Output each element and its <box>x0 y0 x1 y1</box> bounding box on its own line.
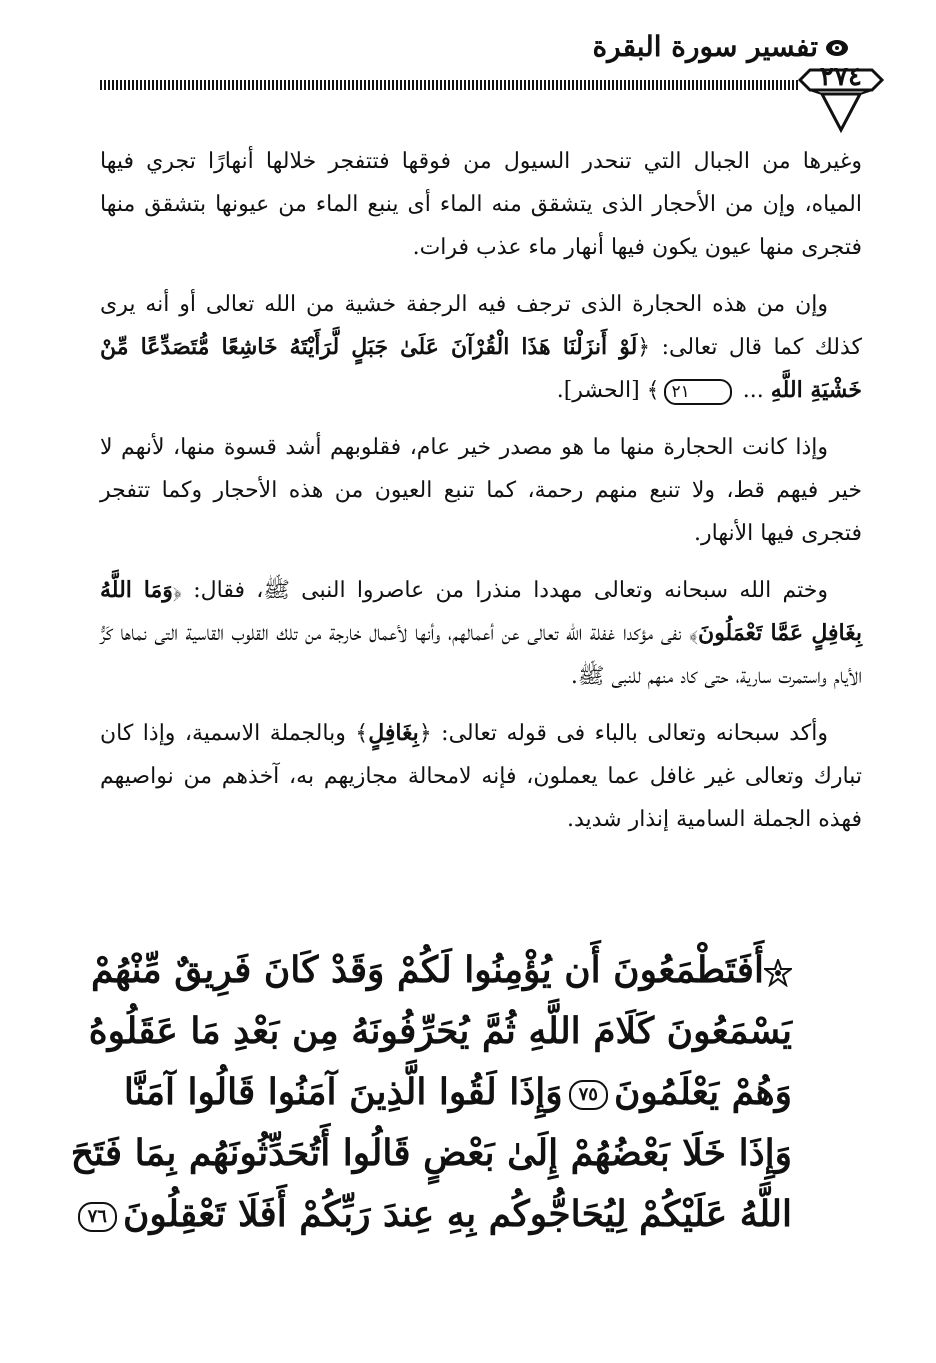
ayah-number: ٢١ <box>664 379 732 405</box>
quoted-verse: وَمَا اللَّهُ بِغَافِلٍ عَمَّا تَعْمَلُونَ <box>100 577 862 646</box>
quoted-verse: بِغَافِلٍ <box>368 720 419 746</box>
paragraph: وإذا كانت الحجارة منها ما هو مصدر خير عام، فقلوبهم أشد قسوة منها، لأنهم لا خير فيهم قط، ولا تنبع منهم رحمة، كما تنبع العيون من هذه الأحجار وكما تتفجر فتجرى فيها الأنهار. <box>100 435 862 546</box>
paragraph: وأكد سبحانه وتعالى بالباء فى قوله تعالى: ﴿بِغَافِلٍ﴾ وبالجملة الاسمية، وإذا كان تبارك وتعالى غير غافل عما يعملون، فإنه لامحالة مجازيهم به، آخذهم من نواصيهم فهذه الجملة السامية إنذار شديد. <box>100 720 862 832</box>
page-number: ٢٧٤ <box>820 62 862 92</box>
star-ornament-icon <box>764 959 792 987</box>
quoted-verse: لَوْ أَنزَلْنَا هَذَا الْقُرْآنَ عَلَىٰ جَبَلٍ لَّرَأَيْتَهُ خَاشِعًا مُّتَصَدِّعًا مِّنْ خَشْيَةِ اللَّهِ <box>100 334 862 403</box>
ayah-end-marker: ٧٥ <box>569 1080 608 1110</box>
ayah-end-marker: ٧٦ <box>78 1202 117 1232</box>
quran-line: وَهُمْ يَعْلَمُونَ٧٥وَإِذَا لَقُوا الَّذِينَ آمَنُوا قَالُوا آمَنَّا <box>123 1071 792 1113</box>
quran-passage <box>70 940 792 1245</box>
header-rule <box>100 80 800 90</box>
quran-line: وَإِذَا خَلَا بَعْضُهُمْ إِلَىٰ بَعْضٍ قَالُوا أَتُحَدِّثُونَهُم بِمَا فَتَحَ <box>70 1132 792 1174</box>
running-title: تفسير سورة البقرة <box>592 30 818 63</box>
paragraph: وختم الله سبحانه وتعالى مهددا منذرا من عاصروا النبى ﷺ، فقال: ﴿وَمَا اللَّهُ بِغَافِلٍ عَمَّا تَعْمَلُونَ﴾ نفى مؤكدا غفلة الله تعالى عن أعمالهم، وأنها لأعمال خارجة من تلك القلوب القاسية التى نماها كَرُّ الأيام واستمرت سارية، حتى كاد منهم للنبى ﷺ. <box>100 577 862 689</box>
paragraph: وغيرها من الجبال التي تنحدر السيول من فوقها فتتفجر خلالها أنهارًا تجري فيها المياه، وإن من الأحجار الذى يتشقق منه الماء أى ينبع الماء من عيونها بتشقق منها فتجرى منها عيون يكون فيها أنهار ماء عذب فرات. <box>100 149 862 260</box>
quran-line: يَسْمَعُونَ كَلَامَ اللَّهِ ثُمَّ يُحَرِّفُونَهُ مِن بَعْدِ مَا عَقَلُوهُ <box>88 1010 792 1052</box>
quran-line: اللَّهُ عَلَيْكُمْ لِيُحَاجُّوكُم بِهِ عِندَ رَبِّكُمْ أَفَلَا تَعْقِلُونَ٧٦ <box>176 1184 792 1245</box>
quran-line: أَفَتَطْمَعُونَ أَن يُؤْمِنُوا لَكُمْ وَقَدْ كَانَ فَرِيقٌ مِّنْهُمْ <box>176 940 792 1001</box>
page-header <box>0 0 936 140</box>
paragraph: وإن من هذه الحجارة الذى ترجف فيه الرجفة خشية من الله تعالى أو أنه يرى كذلك كما قال تعالى: ﴿لَوْ أَنزَلْنَا هَذَا الْقُرْآنَ عَلَىٰ جَبَلٍ لَّرَأَيْتَهُ خَاشِعًا مُّتَصَدِّعًا مِّنْ خَشْيَةِ اللَّهِ ... ٢١﴾ [الحشر]. <box>100 292 863 403</box>
commentary-text <box>100 140 862 855</box>
